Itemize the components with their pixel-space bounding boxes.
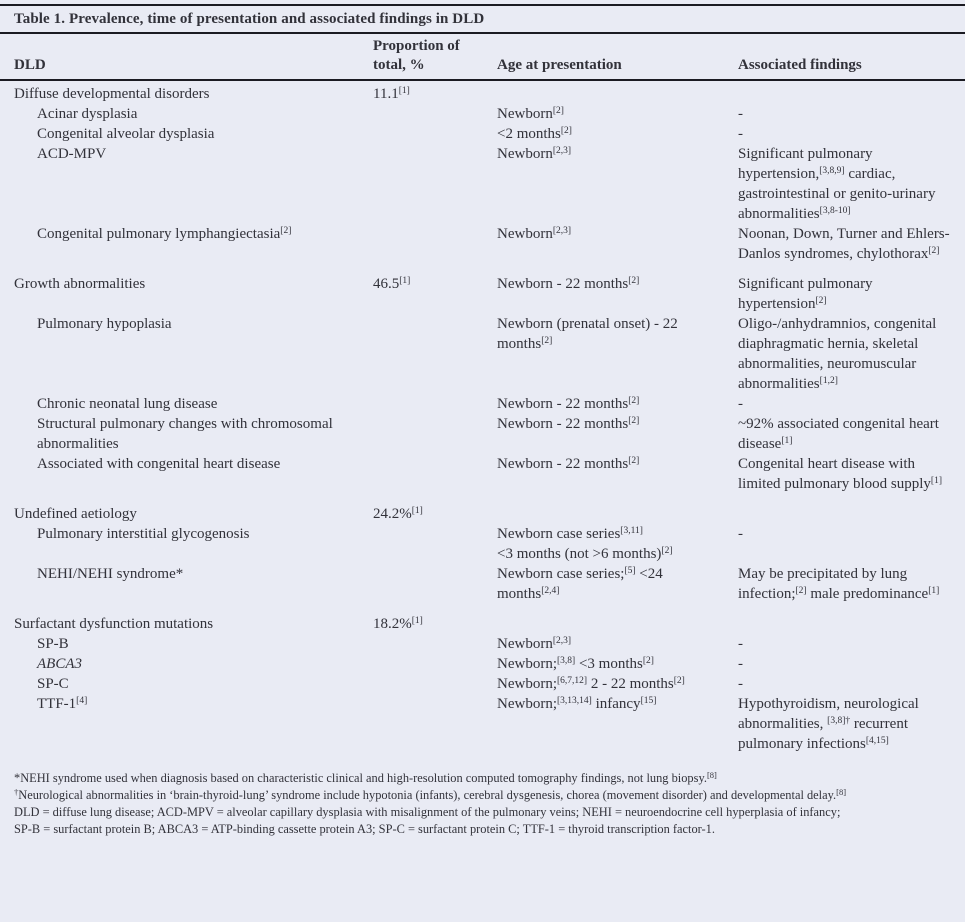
- table-row: [0, 144, 965, 224]
- cell-age: Newborn[2,3]: [497, 226, 572, 242]
- cell-find: -: [738, 526, 743, 542]
- cell-find: Significant pulmonary hypertension[2]: [738, 276, 873, 312]
- cell-prop: 24.2%[1]: [373, 506, 423, 522]
- table-row: [0, 104, 965, 124]
- cell-dld: Pulmonary hypoplasia: [37, 316, 172, 332]
- cell-find: -: [738, 656, 743, 672]
- cell-dld: ABCA3: [37, 656, 82, 672]
- cell-dld: SP-C: [37, 676, 69, 692]
- cell-dld: TTF-1[4]: [37, 696, 88, 712]
- cell-dld: Pulmonary interstitial glycogenosis: [37, 526, 250, 542]
- column-header-proportion: Proportion of total, %: [373, 38, 460, 73]
- cell-age: Newborn case series;[5] <24 months[2,4]: [497, 566, 663, 602]
- cell-find: Noonan, Down, Turner and Ehlers-Danlos syndromes, chylothorax[2]: [738, 226, 950, 262]
- cell-age: Newborn;[3,13,14] infancy[15]: [497, 696, 657, 712]
- table-row: [0, 694, 965, 754]
- column-header-age: Age at presentation: [497, 57, 622, 73]
- cell-find: -: [738, 106, 743, 122]
- cell-find: Oligo-/anhydramnios, congenital diaphragmatic hernia, skeletal abnormalities, neuromuscular abnormalities[1,2]: [738, 316, 937, 392]
- table-row: [0, 454, 965, 494]
- cell-find: ~92% associated congenital heart disease[1]: [738, 416, 939, 452]
- table-row: [0, 84, 965, 104]
- cell-dld: Structural pulmonary changes with chromosomal abnormalities: [37, 416, 333, 452]
- cell-dld: Undefined aetiology: [14, 506, 137, 522]
- cell-find: Hypothyroidism, neurological abnormalities, $^{[3,8]\dagger}$ recurrent pulmonary infections[4,15]: [738, 696, 919, 752]
- table-title: Table 1. Prevalence, time of presentation and associated findings in DLD: [14, 11, 485, 27]
- cell-find: May be precipitated by lung infection;[2] male predominance[1]: [738, 566, 940, 602]
- cell-find: -: [738, 396, 743, 412]
- cell-dld: Growth abnormalities: [14, 276, 146, 292]
- cell-dld: NEHI/NEHI syndrome*: [37, 566, 184, 582]
- table-row: [0, 414, 965, 454]
- cell-prop: 11.1[1]: [373, 86, 410, 102]
- cell-age: Newborn case series[3,11] <3 months (not >6 months)[2]: [497, 526, 673, 562]
- table-row: [0, 274, 965, 314]
- table-row: [0, 314, 965, 394]
- table-row: [0, 224, 965, 264]
- table-row: [0, 124, 965, 144]
- cell-age: Newborn - 22 months[2]: [497, 416, 640, 432]
- cell-age: Newborn;[3,8] <3 months[2]: [497, 656, 654, 672]
- cell-age: Newborn - 22 months[2]: [497, 396, 640, 412]
- cell-dld: ACD-MPV: [37, 146, 107, 162]
- cell-dld: Chronic neonatal lung disease: [37, 396, 218, 412]
- table-row: [0, 524, 965, 564]
- table-row: [0, 564, 965, 604]
- cell-prop: 18.2%[1]: [373, 616, 423, 632]
- cell-dld: Congenital pulmonary lymphangiectasia[2]: [37, 226, 292, 242]
- cell-find: -: [738, 126, 743, 142]
- footnote-line: *NEHI syndrome used when diagnosis based on characteristic clinical and high-resolution computed tomography findings, not lung biopsy.[8]: [14, 770, 717, 785]
- column-header-findings: Associated findings: [738, 57, 862, 73]
- table-header: [0, 34, 965, 79]
- cell-age: Newborn - 22 months[2]: [497, 276, 640, 292]
- cell-dld: SP-B: [37, 636, 69, 652]
- cell-age: Newborn[2,3]: [497, 636, 572, 652]
- table-row: [0, 394, 965, 414]
- footnote-line: SP-B = surfactant protein B; ABCA3 = ATP-binding cassette protein A3; SP-C = surfactant protein C; TTF-1 = thyroid transcription factor-1.: [14, 822, 715, 836]
- cell-dld: Associated with congenital heart disease: [37, 456, 281, 472]
- cell-age: <2 months[2]: [497, 126, 572, 142]
- cell-dld: Diffuse developmental disorders: [14, 86, 210, 102]
- column-header-dld: DLD: [14, 57, 46, 73]
- cell-find: Congenital heart disease with limited pulmonary blood supply[1]: [738, 456, 942, 492]
- table-row: [0, 654, 965, 674]
- cell-dld: Surfactant dysfunction mutations: [14, 616, 214, 632]
- cell-age: Newborn[2,3]: [497, 146, 572, 162]
- cell-age: Newborn;[6,7,12] 2 - 22 months[2]: [497, 676, 685, 692]
- cell-find: -: [738, 676, 743, 692]
- table-row: [0, 674, 965, 694]
- footnote-line: DLD = diffuse lung disease; ACD-MPV = alveolar capillary dysplasia with misalignment of the pulmonary veins; NEHI = neuroendocrine cell hyperplasia of infancy;: [14, 805, 841, 819]
- table-row: [0, 614, 965, 634]
- cell-age: Newborn[2]: [497, 106, 564, 122]
- footnotes: [0, 770, 965, 838]
- cell-find: Significant pulmonary hypertension,[3,8,9] cardiac, gastrointestinal or genito-urinary abnormalities[3,8-10]: [738, 146, 936, 222]
- footnote-line: †Neurological abnormalities in ‘brain-thyroid-lung’ syndrome include hypotonia (infants), cerebral dysgenesis, chorea (movement disorder) and developmental delay.[8]: [14, 787, 847, 802]
- table-row: [0, 634, 965, 654]
- cell-prop: 46.5[1]: [373, 276, 411, 292]
- table-row: [0, 504, 965, 524]
- cell-dld: Acinar dysplasia: [37, 106, 138, 122]
- table-body: [0, 81, 965, 754]
- cell-age: Newborn - 22 months[2]: [497, 456, 640, 472]
- cell-dld: Congenital alveolar dysplasia: [37, 126, 215, 142]
- cell-age: Newborn (prenatal onset) - 22 months[2]: [497, 316, 678, 352]
- cell-find: -: [738, 636, 743, 652]
